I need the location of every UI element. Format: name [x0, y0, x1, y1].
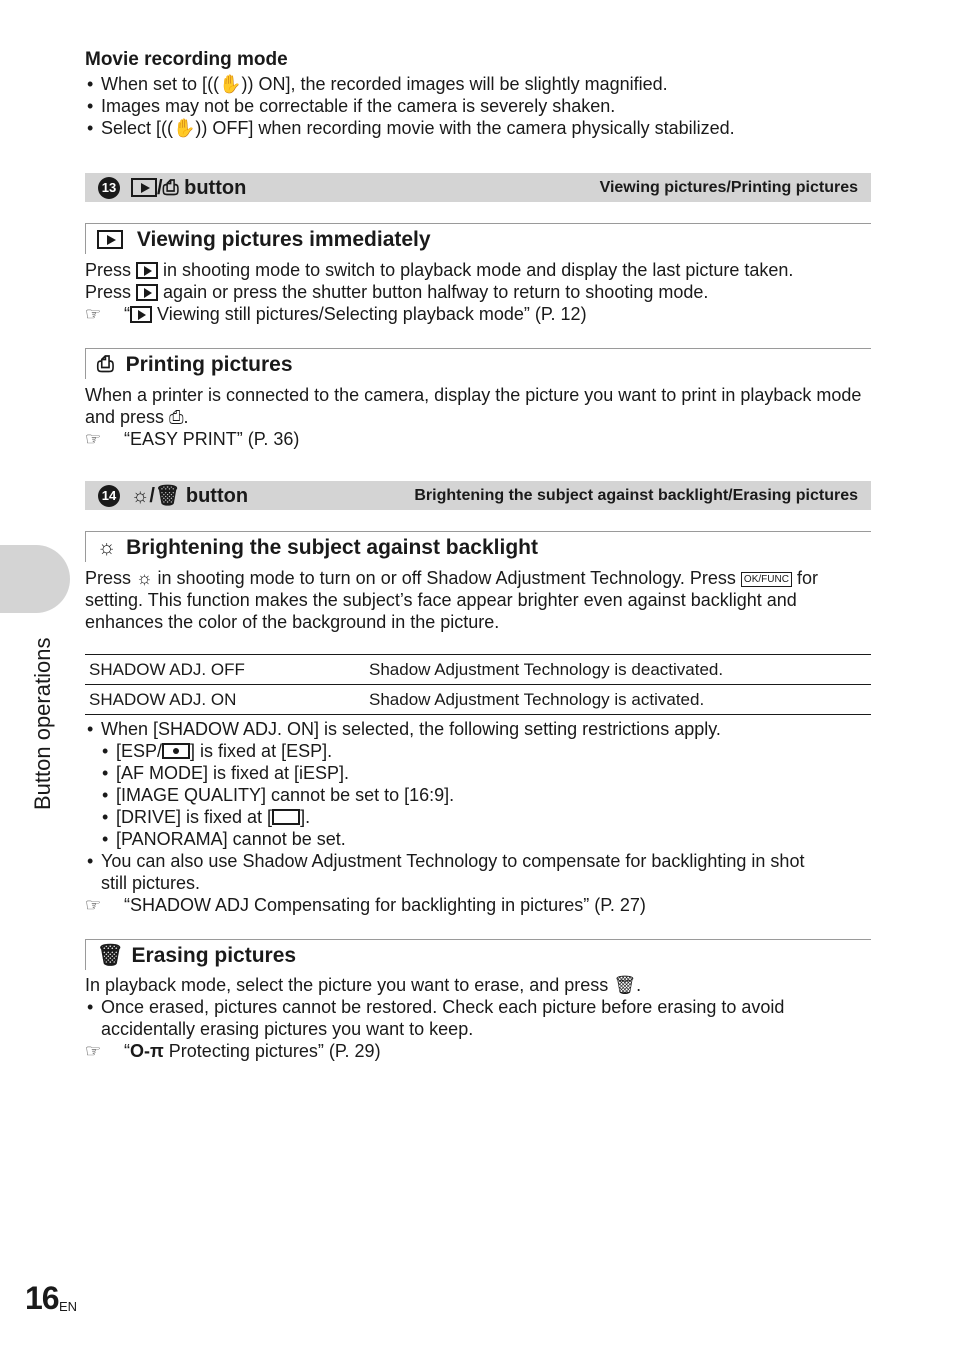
viewing-reference: ☞ “ Viewing still pictures/Selecting playback mode” (P. 12) — [85, 304, 587, 324]
playback-icon — [136, 262, 158, 279]
erasing-line-1: In playback mode, select the picture you want to erase, and press 🗑. — [85, 975, 642, 995]
page-language: EN — [59, 1299, 78, 1314]
playback-icon — [130, 306, 152, 323]
shadow-adjust-icon: ☼ — [131, 485, 150, 507]
viewing-body — [85, 259, 871, 325]
section-14-header — [85, 481, 871, 510]
playback-icon — [136, 284, 158, 301]
shadow-adjust-icon: ☼ — [97, 536, 117, 559]
restrictions-also: • You can also use Shadow Adjustment Technology to compensate for backlighting in shot still pictures. — [85, 850, 871, 894]
section-14-title: ☼/🗑 button — [131, 485, 249, 507]
single-drive-icon — [272, 809, 300, 825]
shadow-adj-table — [85, 654, 871, 715]
erasing-bullet: • Once erased, pictures cannot be restored. Check each picture before erasing to avoid accidentally erasing pictures you want to keep. — [85, 996, 871, 1040]
print-icon: ⎙ — [162, 177, 179, 199]
erasing-body — [85, 974, 871, 1062]
spot-metering-icon — [162, 743, 190, 759]
backlight-subheader — [85, 531, 871, 562]
movie-bullet-2: • Images may not be correctable if the camera is severely shaken. — [85, 95, 871, 117]
viewing-subheader — [85, 223, 871, 254]
image-stabilizer-icon: ((✋)) — [161, 118, 208, 138]
backlight-body — [85, 567, 871, 633]
restrictions-intro: • When [SHADOW ADJ. ON] is selected, the following setting restrictions apply. — [85, 718, 871, 740]
shadow-adjust-icon: ☼ — [136, 568, 153, 588]
printing-title: Printing pictures — [125, 353, 293, 376]
image-stabilizer-icon: ((✋)) — [207, 74, 254, 94]
table-cell-desc: Shadow Adjustment Technology is activated. — [365, 685, 871, 715]
ok-func-button-icon: OK/FUNC — [741, 572, 792, 587]
section-number-badge: 14 — [98, 485, 120, 507]
section-13-subtitle: Viewing pictures/Printing pictures — [599, 179, 858, 196]
movie-bullet-1: • When set to [((✋)) ON], the recorded images will be slightly magnified. — [85, 73, 871, 95]
movie-recording-title: Movie recording mode — [85, 49, 288, 70]
section-13-header — [85, 173, 871, 202]
restriction-item: • [AF MODE] is fixed at [iESP]. — [85, 762, 871, 784]
table-cell-desc: Shadow Adjustment Technology is deactivated. — [365, 655, 871, 685]
erasing-subheader — [85, 939, 871, 970]
erase-icon: 🗑 — [613, 975, 637, 995]
table-row — [85, 685, 871, 715]
restriction-item: • [DRIVE] is fixed at [ ]. — [85, 806, 871, 828]
backlight-line-2: setting. This function makes the subject’s face appear brighter even against backlight and — [85, 590, 797, 610]
reference-hand-icon: ☞ — [85, 429, 102, 449]
viewing-line-1: Press in shooting mode to switch to playback mode and display the last picture taken. — [85, 260, 794, 280]
section-number-badge: 13 — [98, 177, 120, 199]
page-number: 16 — [25, 1280, 59, 1316]
side-tab — [0, 545, 70, 613]
print-icon: ⎙ — [97, 353, 114, 376]
reference-hand-icon: ☞ — [85, 1041, 102, 1061]
restrictions-body — [85, 718, 871, 916]
viewing-line-2: Press again or press the shutter button halfway to return to shooting mode. — [85, 282, 709, 302]
backlight-line-3: enhances the color of the background in the picture. — [85, 612, 500, 632]
restriction-item: • [IMAGE QUALITY] cannot be set to [16:9]. — [85, 784, 871, 806]
movie-recording-section — [85, 49, 871, 139]
erasing-title: Erasing pictures — [131, 944, 297, 967]
printing-reference: ☞ “EASY PRINT” (P. 36) — [85, 429, 300, 449]
printing-text: When a printer is connected to the camera, display the picture you want to print in playback mode and press ⎙. — [85, 385, 862, 427]
erase-icon: 🗑 — [154, 485, 181, 507]
erase-icon: 🗑 — [97, 944, 124, 967]
table-cell-setting: SHADOW ADJ. ON — [85, 685, 365, 715]
restrictions-reference: ☞ “SHADOW ADJ Compensating for backlighting in pictures” (P. 27) — [85, 895, 646, 915]
side-tab-label: Button operations — [30, 637, 55, 810]
erasing-reference: ☞ “O‑π Protecting pictures” (P. 29) — [85, 1041, 381, 1061]
section-13-title: /⎙ button — [131, 176, 246, 200]
restriction-item: • [PANORAMA] cannot be set. — [85, 828, 871, 850]
printing-subheader — [85, 348, 871, 379]
protect-key-icon: O‑π — [130, 1041, 164, 1061]
printing-body — [85, 384, 871, 450]
playback-icon — [131, 178, 157, 197]
backlight-line-1: Press ☼ in shooting mode to turn on or off Shadow Adjustment Technology. Press OK/FUNC for — [85, 568, 818, 588]
table-row — [85, 655, 871, 685]
backlight-title: Brightening the subject against backlight — [126, 536, 538, 559]
print-icon: ⎙ — [169, 407, 184, 427]
reference-hand-icon: ☞ — [85, 304, 102, 324]
playback-icon — [97, 230, 123, 249]
movie-bullet-3: • Select [((✋)) OFF] when recording movie with the camera physically stabilized. — [85, 117, 871, 139]
table-cell-setting: SHADOW ADJ. OFF — [85, 655, 365, 685]
restriction-item: • [ESP/ ] is fixed at [ESP]. — [85, 740, 871, 762]
viewing-title: Viewing pictures immediately — [136, 228, 431, 251]
reference-hand-icon: ☞ — [85, 895, 102, 915]
section-14-subtitle: Brightening the subject against backlight/Erasing pictures — [414, 487, 858, 504]
